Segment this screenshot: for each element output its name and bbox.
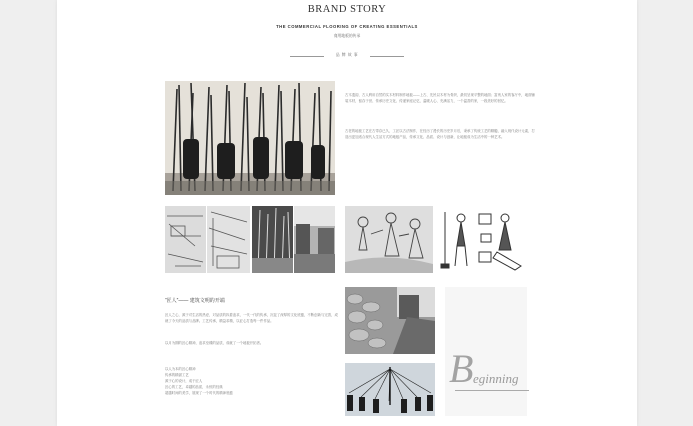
workers-timber-photo: [165, 81, 335, 195]
intro-paragraph-2: 古老的地板工艺在古带存已久，工匠以古法制作，在经历了漫长的历史岁月后，秉承了传统工艺的精髓，融入现代设计元素，打造出更加适合现代人生活方式的地板产品，传承文化、品质、设计与创新，让地板成为生活中的一种艺术。: [345, 129, 535, 139]
heading-divider-left: [290, 56, 324, 57]
intro-paragraph-1: 古木遗韵，古人利用自然的实木材料制作地板——上古、先民以木材为骨织，最初呈现平整的地面；富贵人家的客厅中，地面铺装木材，留存于世、传承历史文化、传递家庭记忆、温暖人心、充满活力，一个温香的家，一段美好的回忆。: [345, 93, 535, 103]
tools-sketch-photo-1: [165, 206, 206, 273]
stone-wall-photo: [345, 287, 435, 354]
story-list-item: 以人为本的匠心精神: [165, 367, 196, 371]
story-list-item: 匠心的工艺，卓越的品质，永恒的经典: [165, 385, 223, 389]
story-list-item: 超越时间的美学，展现了一个时代的精神底蕴: [165, 391, 233, 395]
page-canvas: [57, 0, 637, 426]
beginning-initial: B: [449, 346, 474, 391]
section-heading: [290, 53, 404, 58]
beginning-wordmark: [449, 345, 529, 395]
story-paragraph-2: 以月为期的匠心精神，追求至臻的品质，成就了一个地板开拓者。: [165, 341, 264, 345]
beginning-panel: [445, 287, 527, 416]
brand-tagline: THE COMMERCIAL FLOORING OF CREATING ESSENTIALS: [276, 24, 418, 29]
street-scene-photo: [294, 206, 335, 273]
story-heading: “匠人”—— 建筑文明的开端: [165, 298, 225, 304]
story-paragraph-1: 匠人之心，源于对生活的热爱，对品质的执着追求，一代一代的传承，沉淀了深厚的文化底蕴，不断创新与完善，成就了今天的品质与品牌。工艺传承，精益求精，以匠心打造每一件作品。: [165, 313, 338, 323]
brand-title: BRAND STORY: [307, 4, 387, 15]
story-list-item: 源于心的设计，成于匠人: [165, 379, 203, 383]
workers-poles-photo: [252, 206, 293, 273]
tools-sketch-photo-2: [207, 206, 250, 273]
heading-divider-right: [370, 56, 404, 57]
beginning-rest: eginning: [473, 371, 519, 386]
mural-sketch-photo: [345, 206, 433, 273]
section-heading-label: 品 牌 故 事: [335, 53, 359, 57]
tools-figures-photo: [437, 206, 525, 273]
story-list: [165, 366, 341, 396]
brand-tagline-cn: 商用地板的传承: [333, 34, 361, 38]
beginning-underline: [455, 390, 529, 391]
story-list-item: 传承的精湛工艺: [165, 373, 189, 377]
maypole-dance-photo: [345, 363, 435, 416]
